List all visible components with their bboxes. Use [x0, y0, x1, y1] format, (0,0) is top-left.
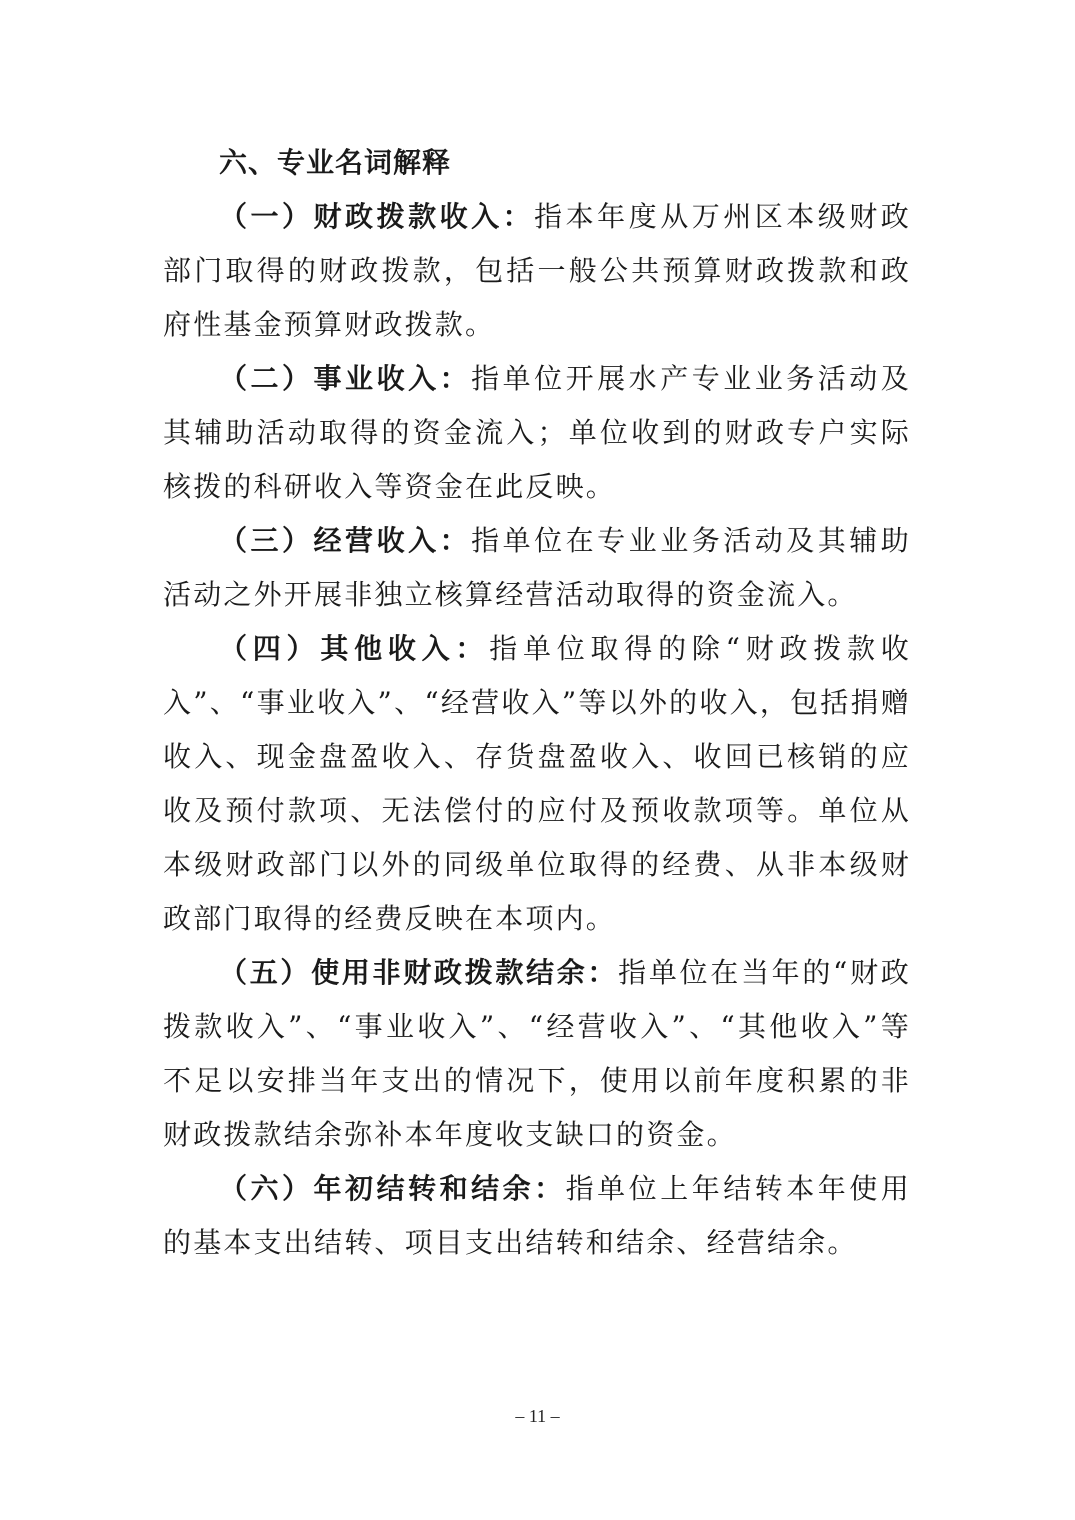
definition-text: 指单位在专业业务活动及其辅助活动之外开展非独立核算经营活动取得的资金流入。	[163, 524, 911, 611]
page-number: – 11 –	[515, 1406, 560, 1426]
definition-term: （六）年初结转和结余：	[219, 1172, 566, 1205]
definition-term: （一）财政拨款收入：	[219, 200, 535, 233]
definition-text: 指本年度从万州区本级财政部门取得的财政拨款，包括一般公共预算财政拨款和政府性基金预算财政拨款。	[163, 200, 911, 341]
definition-term: （二）事业收入：	[219, 362, 472, 395]
section-heading: 六、专业名词解释	[219, 146, 452, 179]
definition-paragraph-2	[163, 352, 911, 514]
definition-paragraph-1	[163, 190, 911, 352]
definition-text: 指单位上年结转本年使用的基本支出结转、项目支出结转和结余、经营结余。	[163, 1172, 911, 1259]
definition-text: 指单位在当年的“财政拨款收入”、“事业收入”、“经营收入”、“其他收入”等不足以安排当年支出的情况下，使用以前年度积累的非财政拨款结余弥补本年度收支缺口的资金。	[163, 956, 911, 1151]
definition-text: 指单位开展水产专业业务活动及其辅助活动取得的资金流入；单位收到的财政专户实际核拨的科研收入等资金在此反映。	[163, 362, 911, 503]
definition-text: 指单位取得的除“财政拨款收入”、“事业收入”、“经营收入”等以外的收入，包括捐赠收入、现金盘盈收入、存货盘盈收入、收回已核销的应收及预付款项、无法偿付的应付及预收款项等。单位从本级财政部门以外的同级单位取得的经费、从非本级财政部门取得的经费反映在本项内。	[163, 632, 912, 935]
definition-paragraph-4	[163, 622, 911, 946]
definition-paragraph-6	[163, 1162, 911, 1270]
definition-term: （四）其他收入：	[219, 632, 490, 665]
definition-term: （五）使用非财政拨款结余：	[219, 956, 619, 989]
definition-term: （三）经营收入：	[219, 524, 472, 557]
definition-paragraph-3	[163, 514, 911, 622]
definition-paragraph-5	[163, 946, 911, 1162]
document-body	[163, 136, 911, 1270]
